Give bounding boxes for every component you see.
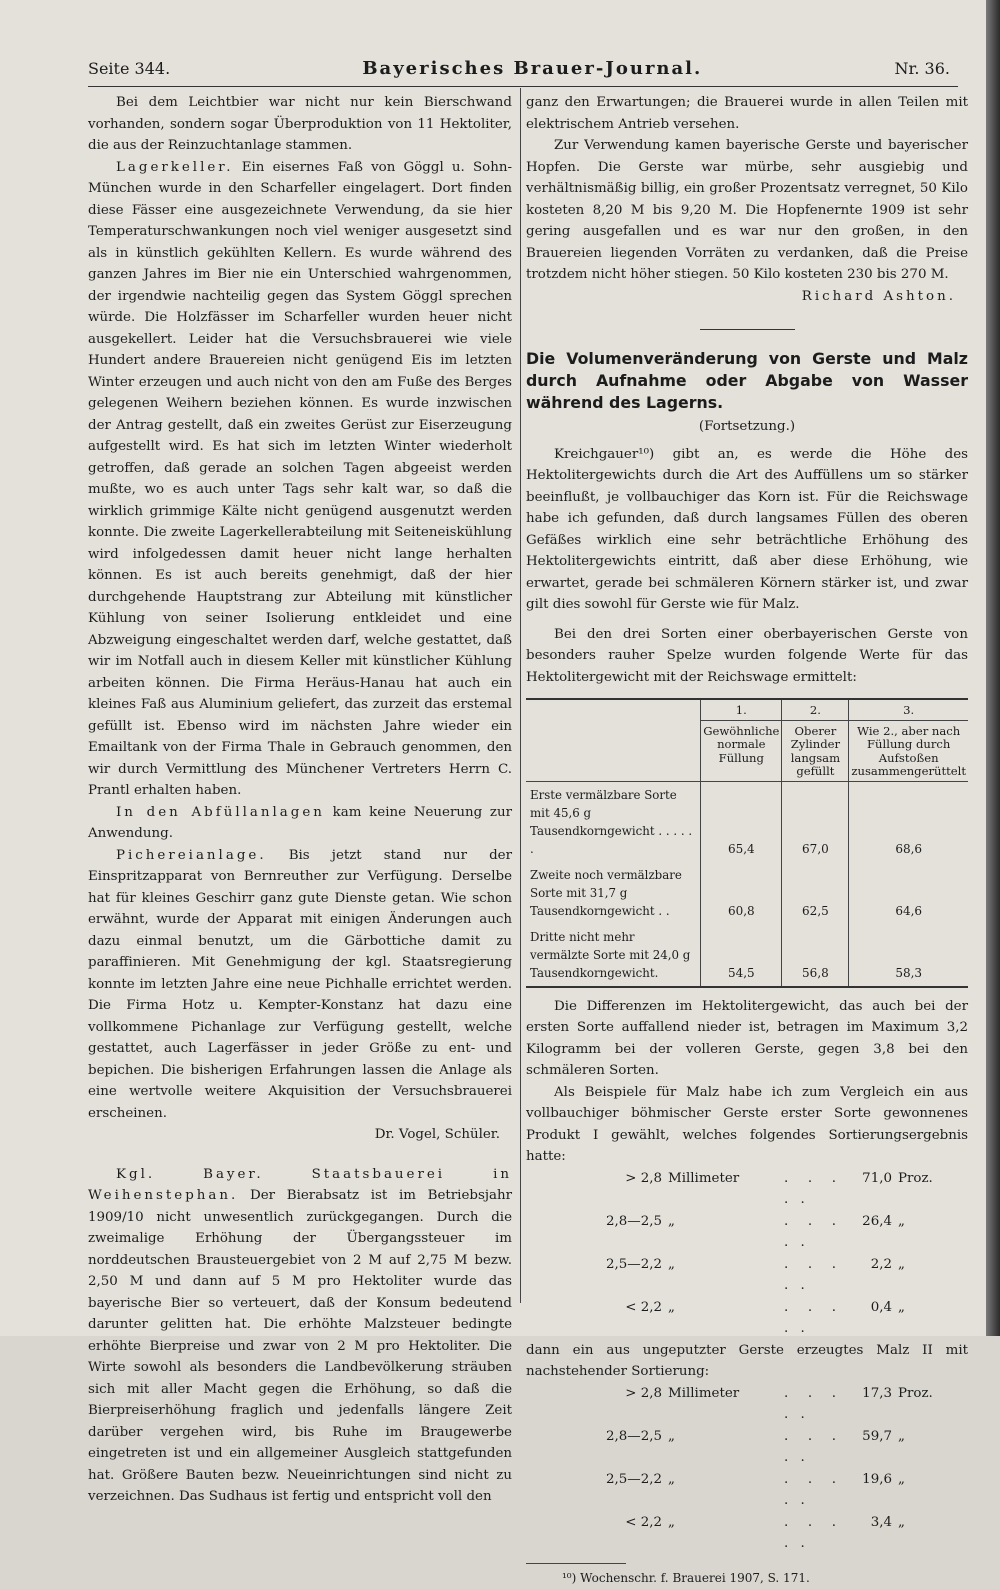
table-row [526, 924, 968, 987]
page-number: Seite 344. [88, 59, 170, 78]
sorting-row: < 2,2 „ . . . . . 0,4 „ [570, 1297, 968, 1340]
section-head: In den Abfüllanlagen [116, 805, 325, 820]
sorting-list-malt-i [570, 1168, 968, 1340]
left-column [88, 92, 512, 1508]
cell-value: 60,8 [701, 862, 782, 924]
article-title: Die Volumenveränderung von Gerste und Malz durch Aufnahme oder Abgabe von Wasser während des Lagerns. [526, 348, 968, 414]
paragraph-abfuellanlagen [88, 802, 512, 845]
row-label: Zweite noch vermälzbare Sorte mit 31,7 g Tausendkorngewicht . . [526, 862, 701, 924]
table-col-header: Gewöhnliche normale Füllung [701, 720, 782, 781]
cell-value: 58,3 [849, 924, 968, 987]
table-col-number: 1. [701, 699, 782, 720]
footnote-rule [526, 1563, 626, 1564]
cell-value: 54,5 [701, 924, 782, 987]
paragraph-pichereianlage [88, 845, 512, 1125]
section-head: Lagerkeller. [116, 160, 234, 175]
continuation-note: (Fortsetzung.) [526, 416, 968, 438]
cell-value: 65,4 [701, 781, 782, 862]
section-head: Kgl. Bayer. Staatsbauerei in Weihenstephan. [88, 1167, 512, 1204]
sorting-row: 2,5—2,2 „ . . . . . 2,2 „ [570, 1254, 968, 1297]
paragraph: dann ein aus ungeputzter Gerste erzeugtes Malz II mit nachstehender Sortierung: [526, 1340, 968, 1383]
sorting-list-malt-ii [570, 1383, 968, 1555]
paragraph-text: Der Bierabsatz ist im Betriebsjahr 1909/10 nicht unwesentlich zurückgegangen. Durch die zweimalige Erhöhung der Übergangssteuer im norddeutschen Brausteuergebiet von 2 M auf 2,75 M bezw. 2,50 M und dann auf 5 M pro Hektoliter wurde das bayerische Bier so verteuert, daß der Konsum bedeutend darunter gelitten hat. Die erhöhte Malzsteuer bedingte erhöhte Bierpreise und zwar von 2 M pro Hektoliter. Die Wirte sowohl als besonders die Landbevölkerung sträuben sich mit aller Macht gegen die Erhöhung, so daß die Bierpreiserhöhung fraglich und jedenfalls längere Zeit darüber vergehen wird, bis Ruhe im Braugewerbe eingetreten ist und ein allgemeiner Ausgleich stattgefunden hat. Größere Bauten bezw. Neueinrichtungen sind nicht zu verzeichnen. Das Sudhaus ist fertig und entspricht voll den [88, 1188, 512, 1504]
paragraph: Bei den drei Sorten einer oberbayerischen Gerste von besonders rauher Spelze wurden folgende Werte für das Hektolitergewicht mit der Reichswage ermittelt: [526, 624, 968, 689]
paragraph: Zur Verwendung kamen bayerische Gerste und bayerischer Hopfen. Die Gerste war mürbe, sehr ausgiebig und verhältnismäßig billig, ein großer Prozentsatz verregnet, 50 Kilo kosteten 8,20 M bis 9,20 M. Die Hopfenernte 1909 ist sehr gering ausgefallen und es war nur den großen, in den Brauereien liegenden Vorräten zu verdanken, daß die Preise trotzdem nicht höher stiegen. 50 Kilo kosteten 230 bis 270 M. [526, 135, 968, 286]
cell-value: 68,6 [849, 781, 968, 862]
column-divider [520, 88, 521, 1303]
issue-number: Nr. 36. [894, 59, 950, 78]
journal-title: Bayerisches Brauer-Journal. [362, 58, 702, 79]
page-header [88, 58, 950, 84]
cell-value: 64,6 [849, 862, 968, 924]
table-stub-head [526, 699, 701, 781]
row-label: Dritte nicht mehr vermälzte Sorte mit 24,0 g Tausendkorngewicht. [526, 924, 701, 987]
paragraph-lagerkeller [88, 157, 512, 802]
paragraph: ganz den Erwartungen; die Brauerei wurde in allen Teilen mit elektrischem Antrieb versehen. [526, 92, 968, 135]
paragraph-text: Bis jetzt stand nur der Einspritzapparat von Bernreuther zur Verfügung. Derselbe hat für kleines Geschirr ganz gute Dienste getan. Wie schon erwähnt, wurde der Apparat mit einigen Änderungen auch dazu einmal benutzt, um die Gärbottiche damit zu paraffinieren. Mit Genehmigung der kgl. Staatsregierung konnte im letzten Jahre eine neue Pichhalle errichtet werden. Die Firma Hotz u. Kempter-Konstanz hat dazu eine vollkommene Pichanlage zur Verfügung gestellt, welche gestattet, auch Lagerfässer in jeder Größe zu ent- und bepichen. Die bisherigen Erfahrungen lassen die Anlage als eine wertvolle weitere Akquisition der Versuchsbrauerei erscheinen. [88, 848, 512, 1121]
paragraph: Als Beispiele für Malz habe ich zum Vergleich ein aus vollbauchiger böhmischer Gerste erster Sorte gewonnenes Produkt I gewählt, welches folgendes Sortierungsergebnis hatte: [526, 1082, 968, 1168]
book-spine [986, 0, 1000, 1336]
table-col-number: 3. [849, 699, 968, 720]
sorting-row: > 2,8 Millimeter . . . . . 71,0 Proz. [570, 1168, 968, 1211]
footnote: ¹⁰) Wochenschr. f. Brauerei 1907, S. 171. [526, 1568, 968, 1589]
paragraph-text: Ein eisernes Faß von Göggl u. Sohn-München wurde in den Scharfeller eingelagert. Dort finden diese Fässer eine ausgezeichnete Verwendung, da sie hier Temperaturschwankungen noch viel weniger ausgesetzt sind als in künstlich gekühlten Kellern. Es wurde während des ganzen Jahres im Bier nie ein Unterschied wahrgenommen, der irgendwie nachteilig gegen das System Göggl sprechen würde. Die Holzfässer im Scharfeller wurden heuer nicht ausgekellert. Leider hat die Versuchsbrauerei wie viele Hundert andere Brauereien nicht genügend Eis im letzten Winter erzeugen und auch nicht von den am Fuße des Berges gelegenen Weihern beziehen können. Es wurde inzwischen der Antrag gestellt, daß ein zweites Gerüst zur Eiserzeugung aufgestellt wird. Es hat sich im letzten Winter wiederholt getroffen, daß gerade an solchen Tagen abgeeist werden mußte, wo es auch unter Tags sehr kalt war, so daß die wirklich grimmige Kälte nicht genügend ausgenutzt werden konnte. Die zweite Lagerkellerabteilung mit Seiteneiskühlung wird infolgedessen damit heuer nicht lange herhalten können. Es ist auch bereits genehmigt, daß der hier durchgehende Hauptstrang zur Abteilung mit künstlicher Kühlung von seiner Isolierung entkleidet und eine Abzweigung eingeschaltet werden darf, welche gestattet, daß wir im Notfall auch in diesem Keller mit künstlicher Kühlung arbeiten können. Die Firma Heräus-Hanau hat auch ein kleines Faß aus Aluminium geliefert, das zurzeit das erstemal gefüllt ist. Ebenso wird im nächsten Jahre wieder ein Emailtank von der Firma Thale in Gebrauch genommen, den wir durch Vermittlung des Münchener Vertreters Herrn C. Prantl erhalten haben. [88, 160, 512, 799]
sorting-row: 2,8—2,5 „ . . . . . 59,7 „ [570, 1426, 968, 1469]
author-signature: Richard Ashton. [526, 286, 968, 308]
paragraph: Die Differenzen im Hektolitergewicht, das auch bei der ersten Sorte auffallend nieder ist, betragen im Maximum 3,2 Kilogramm bei der volleren Gerste, gegen 3,8 bei den schmäleren Sorten. [526, 996, 968, 1082]
header-rule [88, 86, 958, 87]
table-col-header: Wie 2., aber nach Füllung durch Aufstoßen zusammengerüttelt [849, 720, 968, 781]
sorting-row: > 2,8 Millimeter . . . . . 17,3 Proz. [570, 1383, 968, 1426]
paragraph: Bei dem Leichtbier war nicht nur kein Bierschwand vorhanden, sondern sogar Überproduktion von 11 Hektoliter, die aus der Reinzuchtanlage stammen. [88, 92, 512, 157]
cell-value: 56,8 [782, 924, 849, 987]
table-col-number: 2. [782, 699, 849, 720]
section-head: Pichereianlage. [116, 848, 267, 863]
sorting-row: 2,5—2,2 „ . . . . . 19,6 „ [570, 1469, 968, 1512]
table-col-header: Oberer Zylinder langsam gefüllt [782, 720, 849, 781]
right-column [526, 92, 968, 1589]
hectoliter-weight-table [526, 698, 968, 988]
paragraph-text: kam keine Neuerung zur Anwendung. [88, 805, 512, 842]
cell-value: 62,5 [782, 862, 849, 924]
table-row [526, 862, 968, 924]
sorting-row: 2,8—2,5 „ . . . . . 26,4 „ [570, 1211, 968, 1254]
paragraph: Kreichgauer¹⁰) gibt an, es werde die Höhe des Hektolitergewichts durch die Art des Auffüllens um so stärker beeinflußt, je vollbauchiger das Korn ist. Für die Reichswage habe ich gefunden, daß durch langsames Füllen des oberen Gefäßes wirklich eine sehr beträchtliche Erhöhung des Hektolitergewichts eintritt, daß aber diese Erhöhung, wie erwartet, gerade bei schmäleren Körnern stärker ist, und zwar gilt dies sowohl für Gerste wie für Malz. [526, 444, 968, 616]
section-divider [700, 329, 795, 330]
sorting-row: < 2,2 „ . . . . . 3,4 „ [570, 1512, 968, 1555]
cell-value: 67,0 [782, 781, 849, 862]
author-signature: Dr. Vogel, Schüler. [88, 1124, 512, 1146]
table-row [526, 781, 968, 862]
row-label: Erste vermälzbare Sorte mit 45,6 g Tausendkorngewicht . . . . . . [526, 781, 701, 862]
